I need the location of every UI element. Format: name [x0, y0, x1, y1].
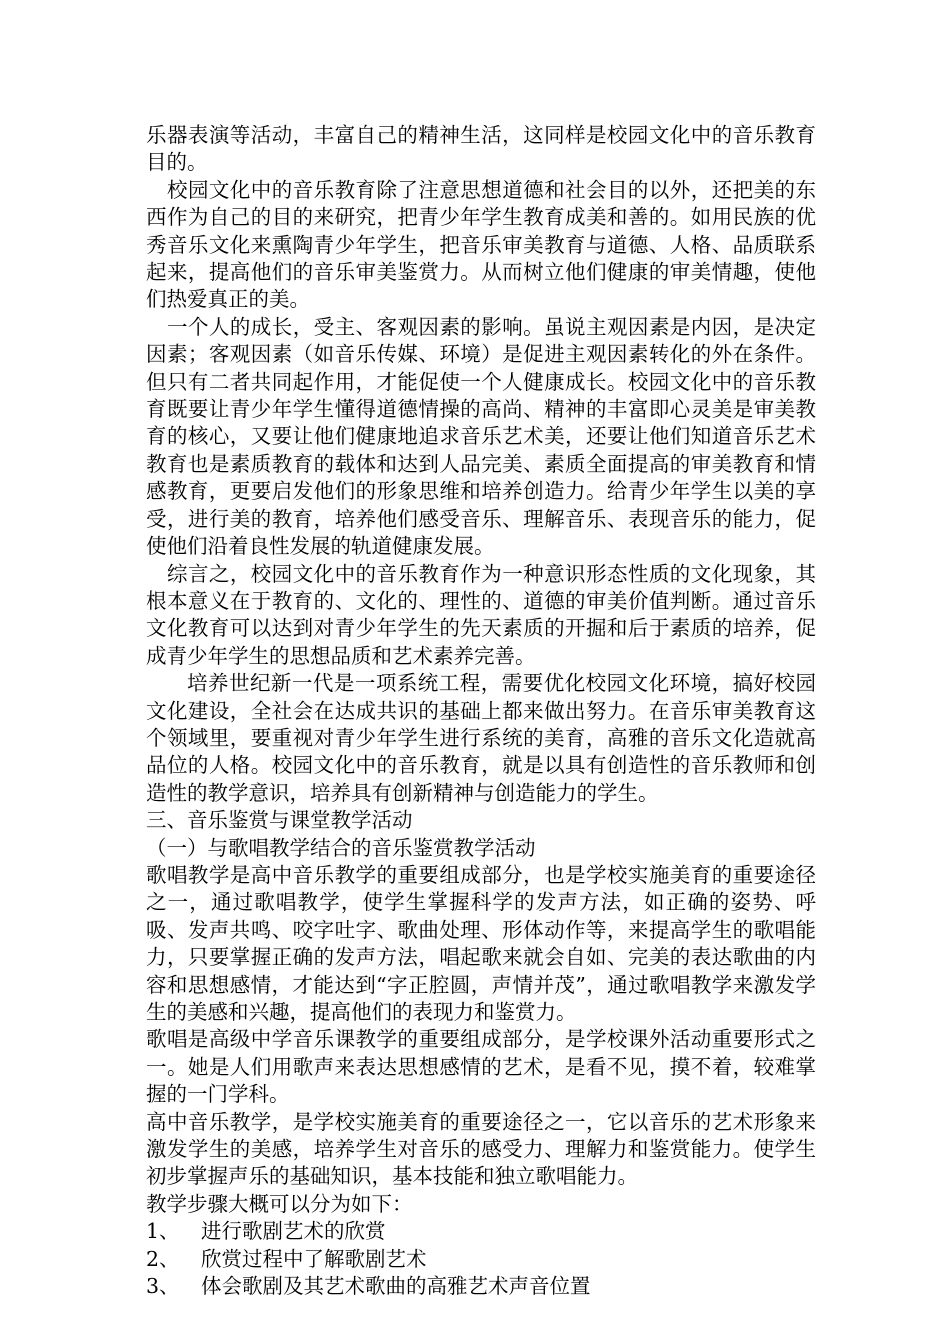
list-item-number: 1、 — [146, 1219, 180, 1244]
list-item-text: 欣赏过程中了解歌剧艺术 — [201, 1246, 427, 1271]
list-item — [146, 1246, 816, 1273]
list-item-text: 进行歌剧艺术的欣赏 — [201, 1219, 386, 1244]
paragraph-high-school-music: 高中音乐教学，是学校实施美育的重要途径之一，它以音乐的艺术形象来激发学生的美感，培养学生对音乐的感受力、理解力和鉴赏能力。使学生初步掌握声乐的基础知识，基本技能和独立歌唱能力。 — [146, 1109, 816, 1189]
paragraph-continuation: 乐器表演等活动，丰富自己的精神生活，这同样是校园文化中的音乐教育目的。 — [146, 123, 816, 175]
list-item — [146, 1273, 816, 1300]
list-item-number: 3、 — [146, 1274, 180, 1299]
subsection-heading: （一）与歌唱教学结合的音乐鉴赏教学活动 — [146, 835, 536, 860]
list-item — [146, 1218, 816, 1245]
paragraph-singing-definition: 歌唱是高级中学音乐课教学的重要组成部分，是学校课外活动重要形式之一。她是人们用歌声来表达思想感情的艺术，是看不见，摸不着，较难掌握的一门学科。 — [146, 1027, 816, 1107]
paragraph-growth-factors: 一个人的成长，受主、客观因素的影响。虽说主观因素是内因，是决定因素；客观因素（如音乐传媒、环境）是促进主观因素转化的外在条件。但只有二者共同起作用，才能促使一个人健康成长。校园文化中的音乐教育既要让青少年学生懂得道德情操的高尚、精神的丰富即心灵美是审美教育的核心，又要让他们健康地追求音乐艺术美，还要让他们知道音乐艺术教育也是素质教育的载体和达到人品完美、素质全面提高的审美教育和情感教育，更要启发他们的形象思维和培养创造力。给青少年学生以美的享受，进行美的教育，培养他们感受音乐、理解音乐、表现音乐的能力，促使他们沿着良性发展的轨道健康发展。 — [146, 314, 816, 559]
document-body — [146, 122, 816, 1300]
paragraph-steps-intro: 教学步骤大概可以分为如下： — [146, 1191, 413, 1216]
list-item-number: 2、 — [146, 1246, 180, 1271]
section-heading: 三、音乐鉴赏与课堂教学活动 — [146, 808, 413, 833]
paragraph-singing-teaching: 歌唱教学是高中音乐教学的重要组成部分，也是学校实施美育的重要途径之一，通过歌唱教学，使学生掌握科学的发声方法，如正确的姿势、呼吸、发声共鸣、咬字吐字、歌曲处理、形体动作等，来提高学生的歌唱能力，只要掌握正确的发声方法，唱起歌来就会自如、完美的表达歌曲的内容和思想感情，才能达到“字正腔圆，声情并茂”，通过歌唱教学来激发学生的美感和兴趣，提高他们的表现力和鉴赏力。 — [146, 862, 816, 1024]
list-item-text: 体会歌剧及其艺术歌曲的高雅艺术声音位置 — [201, 1274, 591, 1299]
paragraph-new-generation: 培养世纪新一代是一项系统工程，需要优化校园文化环境，搞好校园文化建设，全社会在达成共识的基础上都来做出努力。在音乐审美教育这个领域里，要重视对青少年学生进行系统的美育，高雅的音乐文化造就高品位的人格。校园文化中的音乐教育，就是以具有创造性的音乐教师和创造性的教学意识，培养具有创新精神与创造能力的学生。 — [146, 671, 816, 805]
paragraph-summary: 综言之，校园文化中的音乐教育作为一种意识形态性质的文化现象，其根本意义在于教育的、文化的、理性的、道德的审美价值判断。通过音乐文化教育可以达到对青少年学生的先天素质的开掘和后于素质的培养，促成青少年学生的思想品质和艺术素养完善。 — [146, 561, 816, 668]
paragraph-aesthetic-goal: 校园文化中的音乐教育除了注意思想道德和社会目的以外，还把美的东西作为自己的目的来研究，把青少年学生教育成美和善的。如用民族的优秀音乐文化来熏陶青少年学生，把音乐审美教育与道德、人格、品质联系起来，提高他们的音乐审美鉴赏力。从而树立他们健康的审美情趣，使他们热爱真正的美。 — [146, 177, 816, 312]
